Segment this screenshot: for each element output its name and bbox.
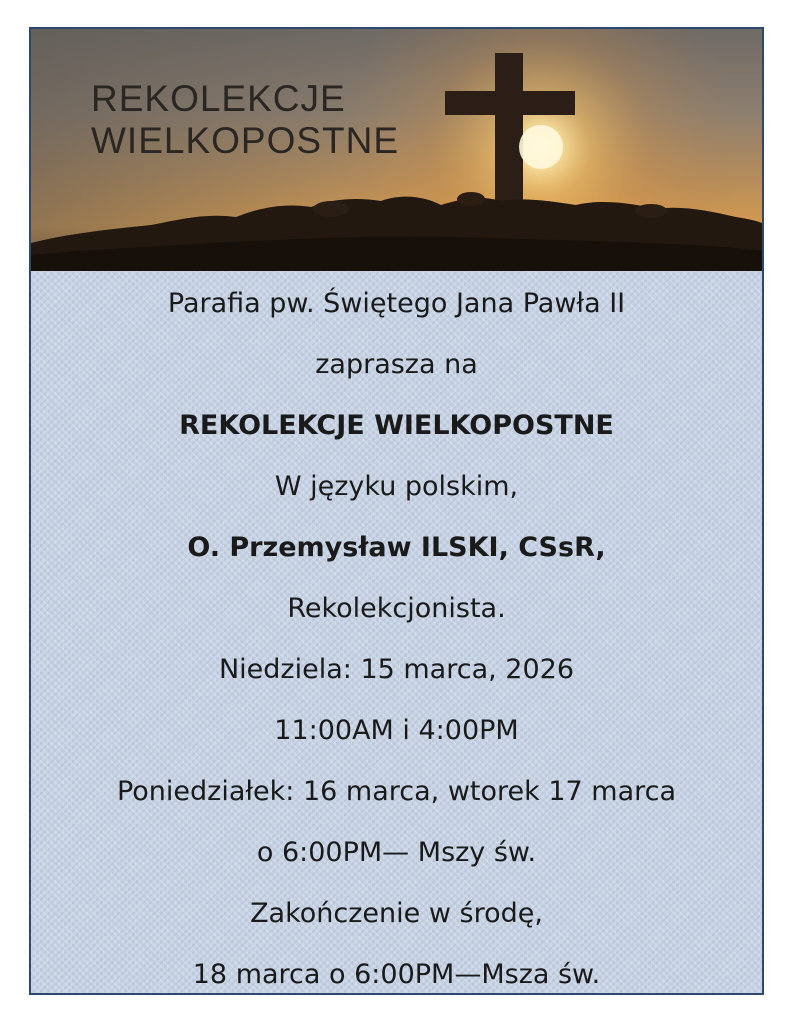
weekday-time: o 6:00PM— Mszy św.	[256, 837, 537, 868]
preacher-role: Rekolekcjonista.	[287, 593, 506, 624]
event-title: REKOLEKCJE WIELKOPOSTNE	[179, 410, 614, 441]
banner-title	[91, 78, 399, 162]
poster	[29, 27, 764, 995]
invitation-text: zaprasza na	[315, 349, 478, 380]
closing-day: Zakończenie w środę,	[250, 898, 543, 929]
preacher-name: O. Przemysław ILSKI, CSsR,	[187, 532, 606, 563]
closing-time: 18 marca o 6:00PM—Msza św.	[192, 959, 601, 990]
language-note: W języku polskim,	[274, 471, 519, 502]
banner-title-line1: REKOLEKCJE	[91, 78, 346, 119]
sunday-date: Niedziela: 15 marca, 2026	[218, 654, 575, 685]
parish-name: Parafia pw. Świętego Jana Pawła II	[167, 288, 626, 319]
sunday-times: 11:00AM i 4:00PM	[274, 715, 519, 746]
weekday-dates: Poniedziałek: 16 marca, wtorek 17 marca	[116, 776, 677, 807]
header-banner	[31, 29, 762, 271]
banner-title-line2: WIELKOPOSTNE	[91, 120, 400, 161]
announcement-text	[31, 271, 762, 995]
